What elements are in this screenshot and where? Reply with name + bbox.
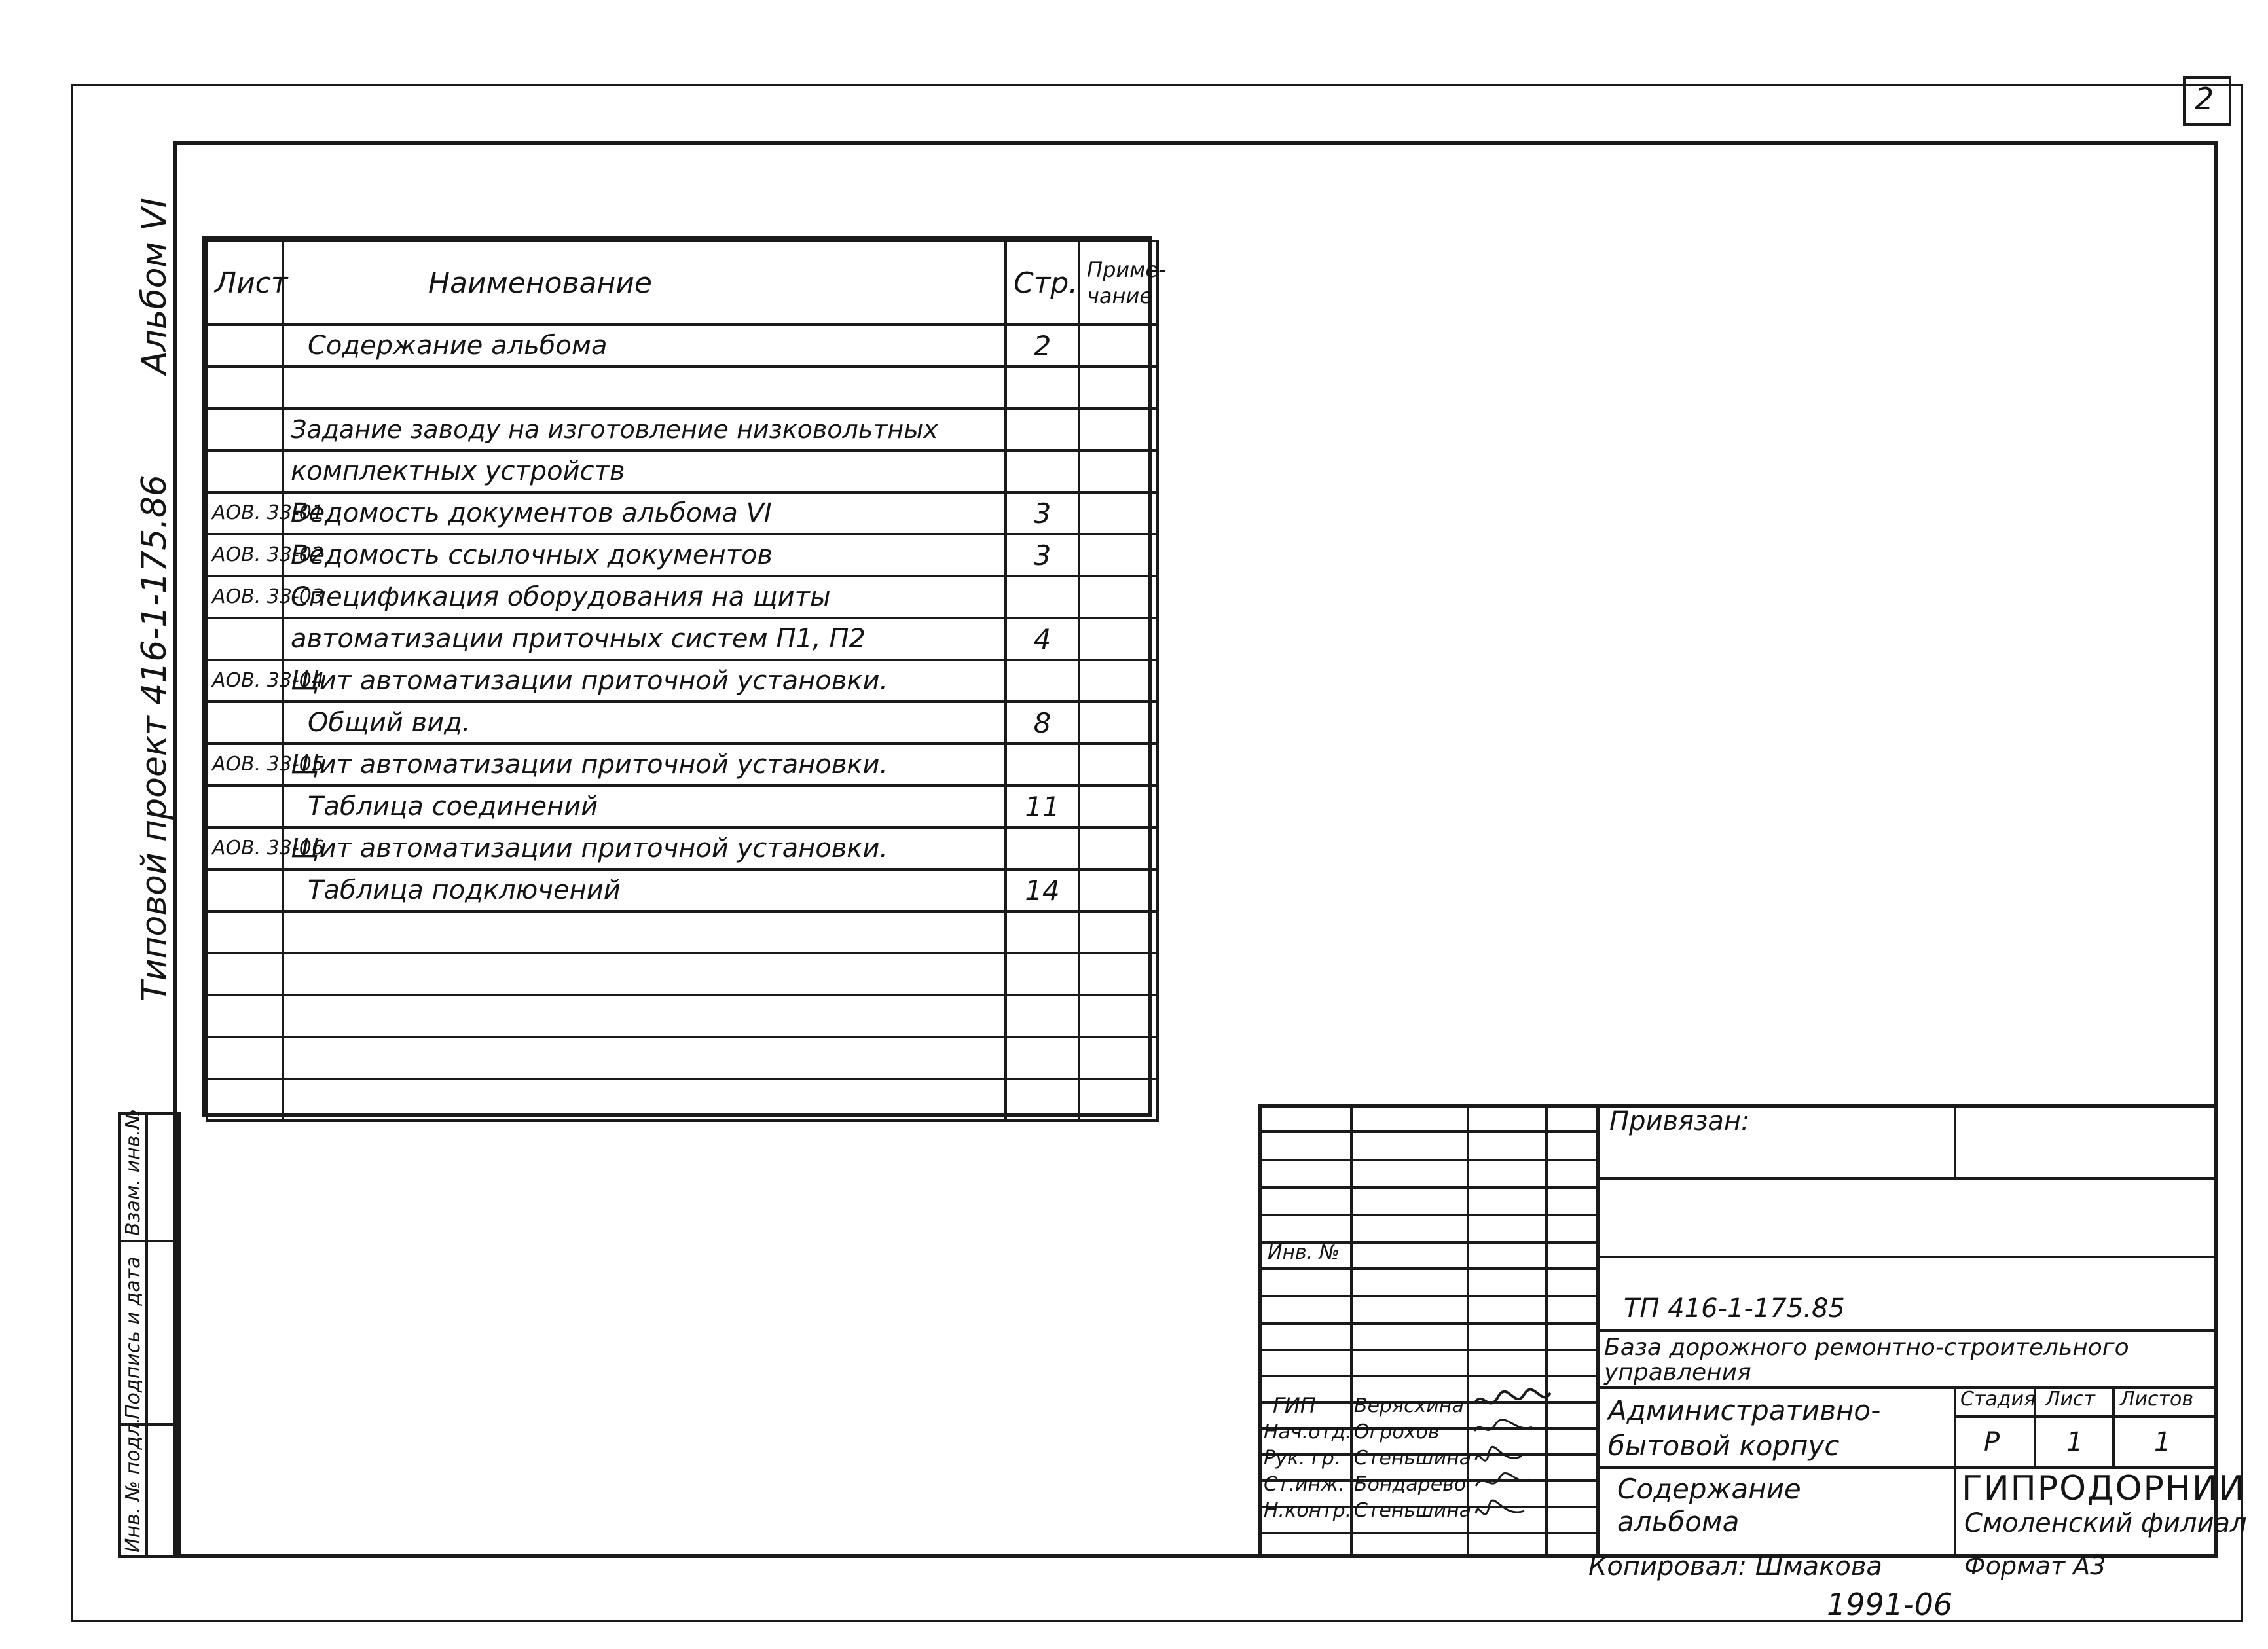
header-note: Приме-чание xyxy=(1079,241,1158,325)
sheets-value: 1 xyxy=(2154,1427,2171,1457)
signer-name: Стеньшина xyxy=(1354,1447,1472,1470)
left-stamp-divider xyxy=(118,1240,181,1242)
signature-scribble xyxy=(1476,1473,1529,1486)
row-page xyxy=(1006,744,1079,786)
row-sheet: АОВ. 33-06 xyxy=(207,827,283,869)
row-sheet xyxy=(207,408,283,450)
row-sheet xyxy=(207,618,283,660)
row-page xyxy=(1006,660,1079,702)
table-row xyxy=(207,534,1158,576)
row-page xyxy=(1006,827,1079,869)
row-note xyxy=(1079,450,1158,492)
signature-date-label: Подпись и дата xyxy=(122,1256,145,1419)
project-side-label xyxy=(135,198,174,1002)
project-code-label: Типовой проект 416-1-175.86 xyxy=(135,474,174,1002)
header-page: Стр. xyxy=(1006,241,1079,325)
row-sheet xyxy=(207,1079,283,1121)
row-sheet xyxy=(207,325,283,367)
row-sheet: АОВ. 33-01 xyxy=(207,492,283,534)
row-page xyxy=(1006,953,1079,995)
row-sheet: АОВ. 33-03 xyxy=(207,576,283,618)
stage-value: Р xyxy=(1984,1427,2000,1457)
title-grid-line xyxy=(1258,1295,1598,1297)
signer-name: Огрохов xyxy=(1354,1421,1440,1443)
row-sheet xyxy=(207,911,283,953)
row-name: Щит автоматизации приточной установки. xyxy=(283,660,1006,702)
table-row xyxy=(207,367,1158,408)
title-grid-line xyxy=(1954,1386,1956,1558)
row-name: комплектных устройств xyxy=(283,450,1006,492)
sheet-value: 1 xyxy=(2066,1427,2083,1457)
row-name: Таблица соединений xyxy=(283,786,1006,827)
signer-role: Рук. гр. xyxy=(1264,1447,1341,1470)
table-row xyxy=(207,911,1158,953)
table-row xyxy=(207,660,1158,702)
row-note xyxy=(1079,786,1158,827)
title-grid-line xyxy=(1258,1130,1598,1133)
row-note xyxy=(1079,911,1158,953)
row-name xyxy=(283,911,1006,953)
table-row xyxy=(207,869,1158,911)
title-grid-line xyxy=(1258,1349,1598,1351)
row-note xyxy=(1079,492,1158,534)
contents-table xyxy=(202,236,1166,1117)
table-row xyxy=(207,450,1158,492)
print-date: 1991-06 xyxy=(1827,1587,1953,1622)
row-sheet: АОВ. 33-04 xyxy=(207,660,283,702)
row-note xyxy=(1079,367,1158,408)
sheet-title: Содержание альбома xyxy=(1617,1473,1801,1538)
row-page xyxy=(1006,576,1079,618)
table-row xyxy=(207,1079,1158,1121)
row-sheet xyxy=(207,1037,283,1079)
table-row xyxy=(207,1037,1158,1079)
row-note xyxy=(1079,744,1158,786)
title-grid-line xyxy=(1598,1177,2218,1180)
sheet-number: 2 xyxy=(2195,81,2214,117)
row-note xyxy=(1079,953,1158,995)
format-label: Формат А3 xyxy=(1964,1551,2106,1580)
row-note xyxy=(1079,534,1158,576)
title-grid-line xyxy=(1258,1267,1598,1270)
row-name: автоматизации приточных систем П1, П2 xyxy=(283,618,1006,660)
table-row xyxy=(207,995,1158,1037)
table-row xyxy=(207,744,1158,786)
row-sheet xyxy=(207,953,283,995)
title-grid-line xyxy=(1258,1159,1598,1161)
title-grid-line xyxy=(1954,1415,2218,1418)
row-page: 14 xyxy=(1006,869,1079,911)
row-name xyxy=(283,995,1006,1037)
table-row xyxy=(207,953,1158,995)
row-name: Содержание альбома xyxy=(283,325,1006,367)
stage-label: Стадия xyxy=(1960,1388,2036,1411)
row-name xyxy=(283,1037,1006,1079)
row-name: Таблица подключений xyxy=(283,869,1006,911)
album-label: Альбом VI xyxy=(135,197,174,374)
title-grid-line xyxy=(1258,1322,1598,1325)
title-grid-line xyxy=(1954,1104,1956,1177)
row-sheet: АОВ. 33-05 xyxy=(207,744,283,786)
bound-label: Привязан: xyxy=(1609,1106,1750,1136)
row-sheet xyxy=(207,786,283,827)
row-page: 3 xyxy=(1006,534,1079,576)
row-note xyxy=(1079,325,1158,367)
row-name xyxy=(283,367,1006,408)
table-row xyxy=(207,576,1158,618)
table-row xyxy=(207,408,1158,450)
title-grid-line xyxy=(1350,1104,1353,1558)
row-page: 4 xyxy=(1006,618,1079,660)
organization-name: ГИПРОДОРНИИ xyxy=(1962,1469,2246,1508)
inv-original-label: Инв. № подл. xyxy=(122,1417,145,1553)
doc-code: ТП 416-1-175.85 xyxy=(1624,1294,1845,1324)
row-page: 3 xyxy=(1006,492,1079,534)
branch-name: Смоленский филиал xyxy=(1964,1508,2247,1538)
header-sheet: Лист xyxy=(207,241,283,325)
row-page xyxy=(1006,408,1079,450)
row-sheet: АОВ. 33-02 xyxy=(207,534,283,576)
title-grid-line xyxy=(1258,1375,1598,1377)
sheets-label: Листов xyxy=(2120,1388,2194,1411)
row-sheet xyxy=(207,702,283,744)
row-name: Ведомость ссылочных документов xyxy=(283,534,1006,576)
row-note xyxy=(1079,618,1158,660)
title-grid-line xyxy=(1258,1214,1598,1216)
signature-scribble xyxy=(1476,1500,1524,1514)
row-page xyxy=(1006,911,1079,953)
table-row xyxy=(207,618,1158,660)
title-grid-line xyxy=(1598,1329,2218,1332)
row-name: Щит автоматизации приточной установки. xyxy=(283,827,1006,869)
row-name xyxy=(283,1079,1006,1121)
row-sheet xyxy=(207,450,283,492)
title-grid-line xyxy=(2112,1386,2115,1466)
inv-no-label: Инв. № xyxy=(1268,1241,1340,1264)
row-note xyxy=(1079,702,1158,744)
row-note xyxy=(1079,576,1158,618)
row-page xyxy=(1006,367,1079,408)
table-row xyxy=(207,702,1158,744)
signer-role: Нач.отд. xyxy=(1264,1421,1352,1443)
signer-role: Н.контр. xyxy=(1264,1499,1352,1522)
row-name: Общий вид. xyxy=(283,702,1006,744)
table-row xyxy=(207,492,1158,534)
row-note xyxy=(1079,1037,1158,1079)
row-page xyxy=(1006,1079,1079,1121)
signer-name: Стеньшина xyxy=(1354,1499,1472,1522)
sheet-label: Лист xyxy=(2045,1388,2096,1411)
title-grid-line xyxy=(1598,1256,2218,1258)
left-stamp-divider xyxy=(145,1112,148,1558)
signer-role: ГИП xyxy=(1273,1393,1316,1418)
signature-scribble xyxy=(1474,1420,1532,1431)
row-page: 2 xyxy=(1006,325,1079,367)
row-note xyxy=(1079,869,1158,911)
row-name: Ведомость документов альбома VI xyxy=(283,492,1006,534)
row-note xyxy=(1079,408,1158,450)
signer-name: Бондарево xyxy=(1354,1473,1467,1496)
contents-header-row xyxy=(207,241,1158,325)
row-page xyxy=(1006,450,1079,492)
contents-grid xyxy=(206,240,1166,1122)
signatures xyxy=(1469,1388,1554,1538)
row-note xyxy=(1079,827,1158,869)
object-name: База дорожного ремонтно-строительного управления xyxy=(1604,1334,2129,1386)
table-row xyxy=(207,325,1158,367)
signer-name: Верясхина xyxy=(1354,1394,1464,1417)
building-name: Административно-бытовой корпус xyxy=(1608,1394,1881,1462)
replaced-inv-label: Взам. инв.№ xyxy=(122,1108,145,1236)
row-sheet xyxy=(207,367,283,408)
row-name: Щит автоматизации приточной установки. xyxy=(283,744,1006,786)
row-note xyxy=(1079,660,1158,702)
row-name xyxy=(283,953,1006,995)
copied-by: Копировал: Шмакова xyxy=(1588,1551,1882,1582)
signature-scribble xyxy=(1476,1447,1522,1460)
signature-scribble xyxy=(1474,1390,1550,1404)
title-grid-line xyxy=(1258,1186,1598,1189)
row-name: Задание заводу на изготовление низковольтных xyxy=(283,408,1006,450)
row-name: Спецификация оборудования на щиты xyxy=(283,576,1006,618)
header-name: Наименование xyxy=(283,241,1006,325)
table-row xyxy=(207,827,1158,869)
row-sheet xyxy=(207,995,283,1037)
row-note xyxy=(1079,1079,1158,1121)
row-page xyxy=(1006,1037,1079,1079)
row-note xyxy=(1079,995,1158,1037)
table-row xyxy=(207,786,1158,827)
row-page: 8 xyxy=(1006,702,1079,744)
row-sheet xyxy=(207,869,283,911)
signer-role: Ст.инж. xyxy=(1264,1473,1345,1496)
row-page xyxy=(1006,995,1079,1037)
row-page: 11 xyxy=(1006,786,1079,827)
